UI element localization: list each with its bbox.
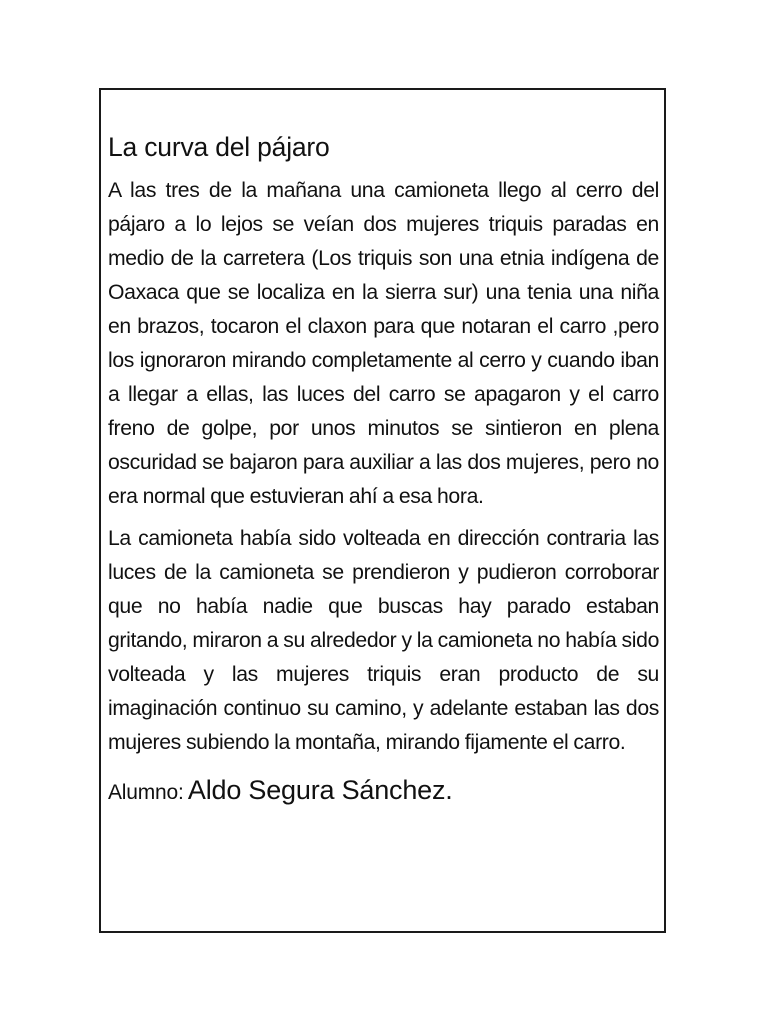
signature — [108, 770, 659, 815]
paragraph-1: A las tres de la mañana una camioneta llego al cerro del pájaro a lo lejos se veían dos mujeres triquis paradas en medio de la carretera (Los triquis son una etnia indígena de Oaxaca que se localiza en la sierra sur) una tenia una niña en brazos, tocaron el claxon para que notaran el carro ,pero los ignoraron mirando completamente al cerro y cuando iban a llegar a ellas, las luces del carro se apagaron y el carro freno de golpe, por unos minutos se sintieron en plena oscuridad se bajaron para auxiliar a las dos mujeres, pero no era normal que estuvieran ahí a esa hora. — [108, 179, 659, 508]
document-content — [108, 130, 659, 815]
signature-label: Alumno: — [108, 781, 184, 804]
document-title: La curva del pájaro — [108, 132, 330, 162]
document-border — [99, 88, 666, 933]
student-name: Aldo Segura Sánchez. — [187, 775, 453, 805]
paragraph-2: La camioneta había sido volteada en dirección contraria las luces de la camioneta se prendieron y pudieron corroborar que no había nadie que buscas hay parado estaban gritando, miraron a su alrededor y la camioneta no había sido volteada y las mujeres triquis eran producto de su imaginación continuo su camino, y adelante estaban las dos mujeres subiendo la montaña, mirando fijamente el carro. — [108, 527, 659, 754]
